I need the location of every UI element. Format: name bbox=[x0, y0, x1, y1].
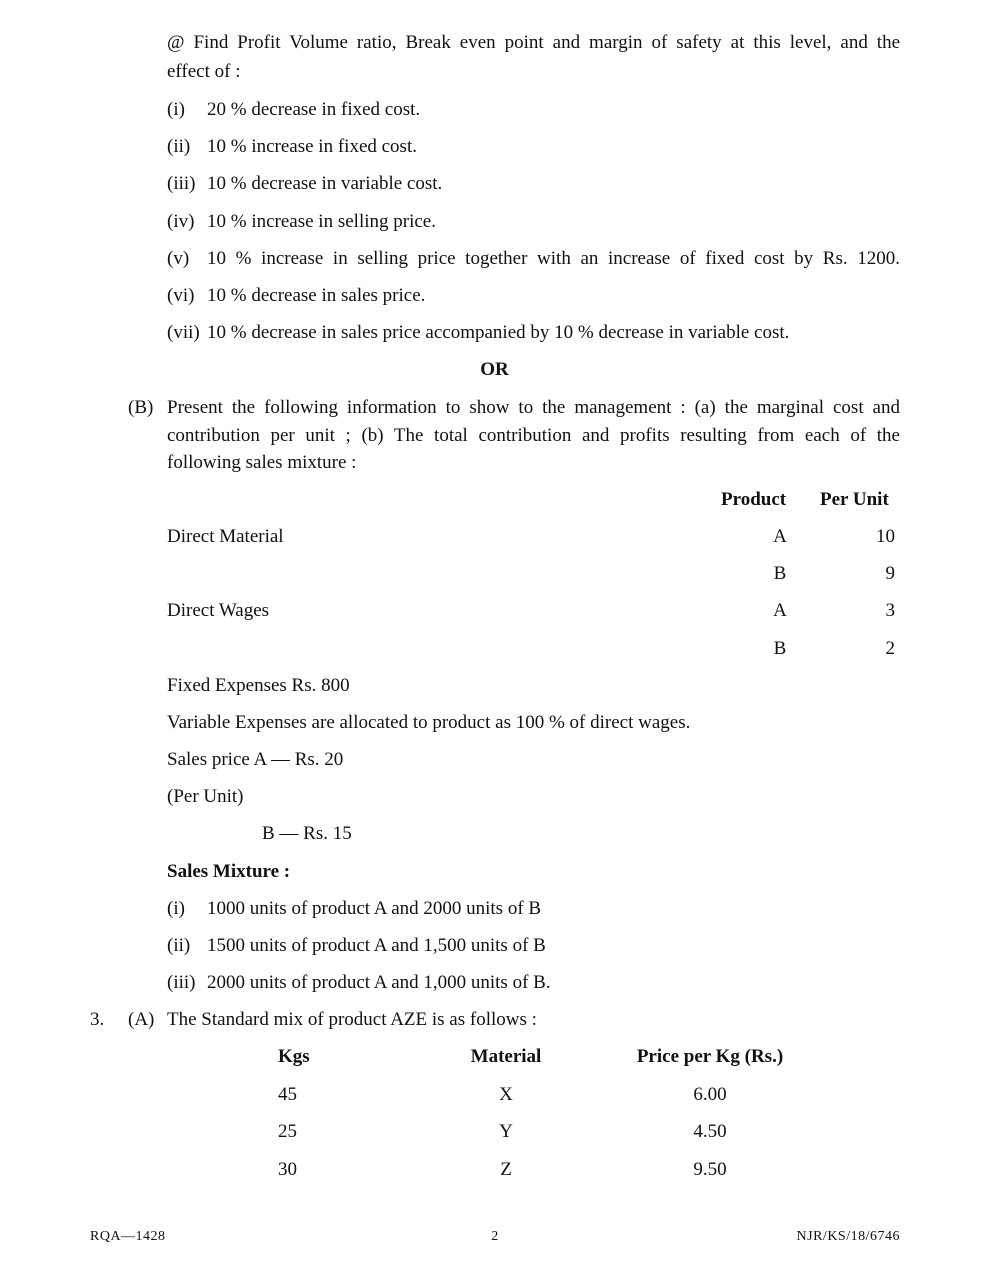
part-b-line-2: contribution per unit ; (b) The total contribution and profits resulting from each of the bbox=[167, 425, 900, 446]
item-text: 2000 units of product A and 1,000 units of B. bbox=[207, 972, 551, 993]
sales-price-b: B — Rs. 15 bbox=[262, 823, 352, 844]
part-b-label: (B) bbox=[128, 397, 154, 418]
item-number: (ii) bbox=[167, 935, 191, 956]
list-item bbox=[167, 173, 442, 195]
cell-material: Z bbox=[500, 1159, 512, 1180]
item-text: 10 % decrease in variable cost. bbox=[207, 173, 443, 194]
item-text: 10 % increase in fixed cost. bbox=[207, 136, 417, 157]
header-price: Price per Kg (Rs.) bbox=[636, 1046, 784, 1067]
item-number: (vii) bbox=[167, 322, 200, 343]
item-number: (vi) bbox=[167, 285, 195, 306]
item-number: (v) bbox=[167, 248, 190, 269]
item-number: (ii) bbox=[167, 136, 191, 157]
header-product: Product bbox=[721, 489, 787, 510]
list-item bbox=[167, 322, 789, 344]
cell-price: 4.50 bbox=[693, 1121, 727, 1142]
row-product: B bbox=[773, 638, 787, 659]
footer-code: RQA—1428 bbox=[90, 1229, 166, 1244]
item-number: (iii) bbox=[167, 972, 196, 993]
item-text: 1500 units of product A and 1,500 units of B bbox=[207, 935, 546, 956]
sales-price-a: Sales price A — Rs. 20 bbox=[167, 749, 344, 770]
list-item bbox=[167, 99, 420, 121]
row-product: A bbox=[773, 526, 787, 547]
q3-label: (A) bbox=[128, 1009, 155, 1030]
row-value: 9 bbox=[885, 563, 895, 584]
cell-price: 6.00 bbox=[693, 1084, 727, 1105]
cell-kgs: 25 bbox=[278, 1121, 297, 1142]
part-b-line-3: following sales mixture : bbox=[167, 452, 357, 473]
list-item bbox=[167, 898, 541, 920]
cell-material: Y bbox=[499, 1121, 513, 1142]
item-number: (i) bbox=[167, 898, 185, 919]
cell-kgs: 30 bbox=[278, 1159, 297, 1180]
row-label: Direct Material bbox=[167, 526, 284, 547]
or-divider: OR bbox=[480, 359, 509, 380]
header-kgs: Kgs bbox=[278, 1046, 310, 1067]
item-number: (iv) bbox=[167, 211, 195, 232]
item-number: (i) bbox=[167, 99, 185, 120]
header-material: Material bbox=[470, 1046, 542, 1067]
item-text: 20 % decrease in fixed cost. bbox=[207, 99, 421, 120]
item-text: 10 % increase in selling price. bbox=[207, 211, 436, 232]
item-text: 1000 units of product A and 2000 units of B bbox=[207, 898, 542, 919]
row-value: 2 bbox=[885, 638, 895, 659]
list-item bbox=[167, 248, 900, 270]
row-product: B bbox=[773, 563, 787, 584]
list-item bbox=[167, 136, 417, 158]
cell-kgs: 45 bbox=[278, 1084, 297, 1105]
fixed-expenses: Fixed Expenses Rs. 800 bbox=[167, 675, 350, 696]
question-number: 3. bbox=[90, 1009, 105, 1030]
cell-price: 9.50 bbox=[693, 1159, 727, 1180]
per-unit-note: (Per Unit) bbox=[167, 786, 244, 807]
intro-line-1: @ Find Profit Volume ratio, Break even point and margin of safety at this level, and the bbox=[167, 32, 900, 53]
variable-expenses: Variable Expenses are allocated to product as 100 % of direct wages. bbox=[167, 712, 691, 733]
page-number: 2 bbox=[491, 1229, 499, 1244]
list-item bbox=[167, 935, 546, 957]
row-value: 3 bbox=[885, 600, 895, 621]
row-label: Direct Wages bbox=[167, 600, 270, 621]
part-b-line-1: Present the following information to show to the management : (a) the marginal cost and bbox=[167, 397, 900, 418]
item-text: 10 % decrease in sales price accompanied by 10 % decrease in variable cost. bbox=[207, 322, 790, 343]
row-value: 10 bbox=[876, 526, 895, 547]
row-product: A bbox=[773, 600, 787, 621]
item-text: 10 % increase in selling price together with an increase of fixed cost by Rs. 1200. bbox=[207, 248, 900, 269]
footer-reference: NJR/KS/18/6746 bbox=[796, 1229, 900, 1244]
q3-text: The Standard mix of product AZE is as follows : bbox=[167, 1009, 537, 1030]
intro-line-2: effect of : bbox=[167, 61, 241, 82]
list-item bbox=[167, 972, 551, 994]
list-item bbox=[167, 285, 425, 307]
item-number: (iii) bbox=[167, 173, 196, 194]
list-item bbox=[167, 211, 436, 233]
header-per-unit: Per Unit bbox=[820, 489, 889, 510]
item-text: 10 % decrease in sales price. bbox=[207, 285, 426, 306]
sales-mixture-title: Sales Mixture : bbox=[167, 861, 291, 882]
cell-material: X bbox=[499, 1084, 513, 1105]
